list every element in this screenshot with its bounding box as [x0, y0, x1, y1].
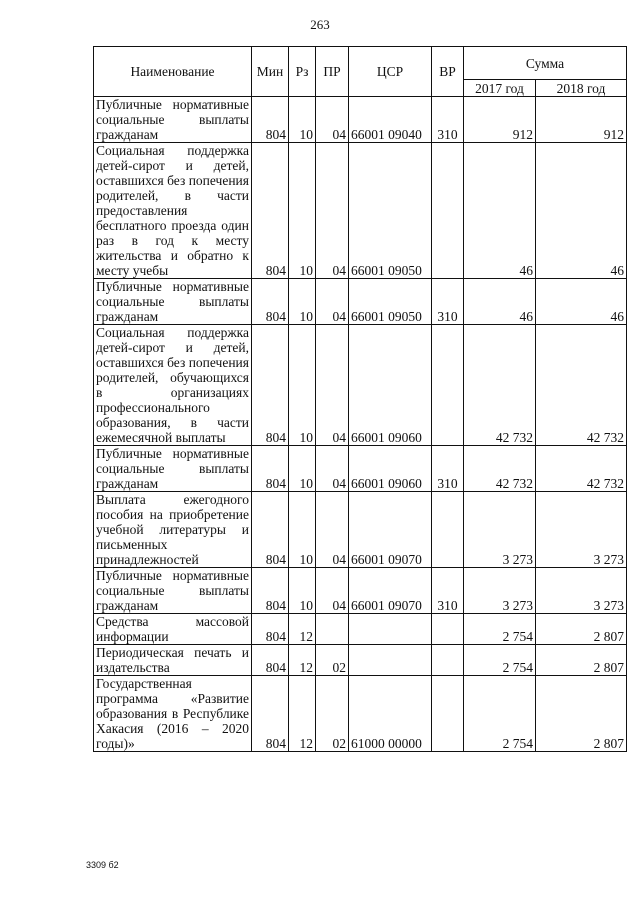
row-rz: 10: [289, 446, 316, 492]
row-sum-2018: 2 807: [536, 676, 627, 752]
row-min: 804: [252, 325, 289, 446]
header-vr: ВР: [432, 47, 464, 97]
row-pr: 04: [316, 279, 349, 325]
row-min: 804: [252, 614, 289, 645]
row-csr: 61000 00000: [349, 676, 432, 752]
row-vr: [432, 614, 464, 645]
row-sum-2017: 2 754: [464, 676, 536, 752]
header-csr: ЦСР: [349, 47, 432, 97]
row-csr: [349, 645, 432, 676]
table-row: [94, 279, 627, 325]
row-min: 804: [252, 645, 289, 676]
row-sum-2018: 912: [536, 97, 627, 143]
row-vr: [432, 676, 464, 752]
row-sum-2017: 2 754: [464, 645, 536, 676]
row-csr: [349, 614, 432, 645]
row-vr: [432, 492, 464, 568]
row-csr: 66001 09060: [349, 446, 432, 492]
row-min: 804: [252, 446, 289, 492]
row-sum-2018: 2 807: [536, 614, 627, 645]
row-sum-2018: 42 732: [536, 325, 627, 446]
row-pr: 02: [316, 645, 349, 676]
row-rz: 10: [289, 568, 316, 614]
row-vr: [432, 645, 464, 676]
table-row: [94, 645, 627, 676]
row-sum-2017: 46: [464, 143, 536, 279]
row-sum-2018: 2 807: [536, 645, 627, 676]
row-min: 804: [252, 279, 289, 325]
table-row: [94, 614, 627, 645]
row-csr: 66001 09050: [349, 143, 432, 279]
row-csr: 66001 09050: [349, 279, 432, 325]
row-sum-2018: 3 273: [536, 492, 627, 568]
header-pr: ПР: [316, 47, 349, 97]
row-name: Выплата ежегодного пособия на приобретение учебной литературы и письменных принадлежностей: [94, 492, 252, 568]
row-min: 804: [252, 676, 289, 752]
row-vr: [432, 325, 464, 446]
header-rz: Рз: [289, 47, 316, 97]
row-sum-2018: 46: [536, 143, 627, 279]
row-vr: 310: [432, 568, 464, 614]
row-rz: 10: [289, 97, 316, 143]
row-name: Публичные нормативные социальные выплаты гражданам: [94, 97, 252, 143]
page-number: 263: [310, 17, 330, 32]
table-row: [94, 492, 627, 568]
header-year-2018: 2018 год: [536, 80, 627, 97]
row-vr: [432, 143, 464, 279]
row-name: Средства массовой информации: [94, 614, 252, 645]
row-sum-2017: 3 273: [464, 568, 536, 614]
row-name: Публичные нормативные социальные выплаты гражданам: [94, 279, 252, 325]
budget-table: [93, 46, 627, 752]
row-name: Публичные нормативные социальные выплаты гражданам: [94, 568, 252, 614]
row-min: 804: [252, 492, 289, 568]
header-sum: Сумма: [464, 47, 627, 80]
row-name: Государственная программа «Развитие образования в Республике Хакасия (2016 – 2020 годы)»: [94, 676, 252, 752]
header-year-2017: 2017 год: [464, 80, 536, 97]
row-pr: 02: [316, 676, 349, 752]
row-sum-2017: 3 273: [464, 492, 536, 568]
row-sum-2018: 42 732: [536, 446, 627, 492]
footer-code: 3309 б2: [86, 860, 119, 870]
table-row: [94, 97, 627, 143]
row-rz: 10: [289, 279, 316, 325]
row-sum-2017: 42 732: [464, 446, 536, 492]
row-name: Публичные нормативные социальные выплаты гражданам: [94, 446, 252, 492]
row-sum-2017: 2 754: [464, 614, 536, 645]
row-rz: 10: [289, 492, 316, 568]
row-pr: 04: [316, 446, 349, 492]
row-csr: 66001 09070: [349, 492, 432, 568]
header-min: Мин: [252, 47, 289, 97]
row-sum-2018: 3 273: [536, 568, 627, 614]
table-row: [94, 143, 627, 279]
row-vr: 310: [432, 446, 464, 492]
table-row: [94, 676, 627, 752]
row-vr: 310: [432, 279, 464, 325]
row-pr: 04: [316, 97, 349, 143]
row-pr: 04: [316, 492, 349, 568]
row-sum-2017: 46: [464, 279, 536, 325]
row-sum-2018: 46: [536, 279, 627, 325]
row-rz: 10: [289, 325, 316, 446]
row-min: 804: [252, 97, 289, 143]
table-row: [94, 446, 627, 492]
row-pr: [316, 614, 349, 645]
row-vr: 310: [432, 97, 464, 143]
row-csr: 66001 09060: [349, 325, 432, 446]
row-pr: 04: [316, 568, 349, 614]
row-rz: 10: [289, 143, 316, 279]
row-rz: 12: [289, 645, 316, 676]
row-name: Периодическая печать и издательства: [94, 645, 252, 676]
row-rz: 12: [289, 614, 316, 645]
table-row: [94, 325, 627, 446]
row-name: Социальная поддержка детей-сирот и детей, оставшихся без попечения родителей, обучающихся в организациях профессионального образования, в части ежемесячной выплаты: [94, 325, 252, 446]
table-row: [94, 568, 627, 614]
row-min: 804: [252, 143, 289, 279]
row-rz: 12: [289, 676, 316, 752]
row-csr: 66001 09070: [349, 568, 432, 614]
row-pr: 04: [316, 325, 349, 446]
row-pr: 04: [316, 143, 349, 279]
row-name: Социальная поддержка детей-сирот и детей, оставшихся без попечения родителей, в части предоставления бесплатного проезда один раз в год к месту жительства и обратно к месту учебы: [94, 143, 252, 279]
row-csr: 66001 09040: [349, 97, 432, 143]
row-sum-2017: 42 732: [464, 325, 536, 446]
row-sum-2017: 912: [464, 97, 536, 143]
row-min: 804: [252, 568, 289, 614]
header-name: Наименование: [94, 47, 252, 97]
